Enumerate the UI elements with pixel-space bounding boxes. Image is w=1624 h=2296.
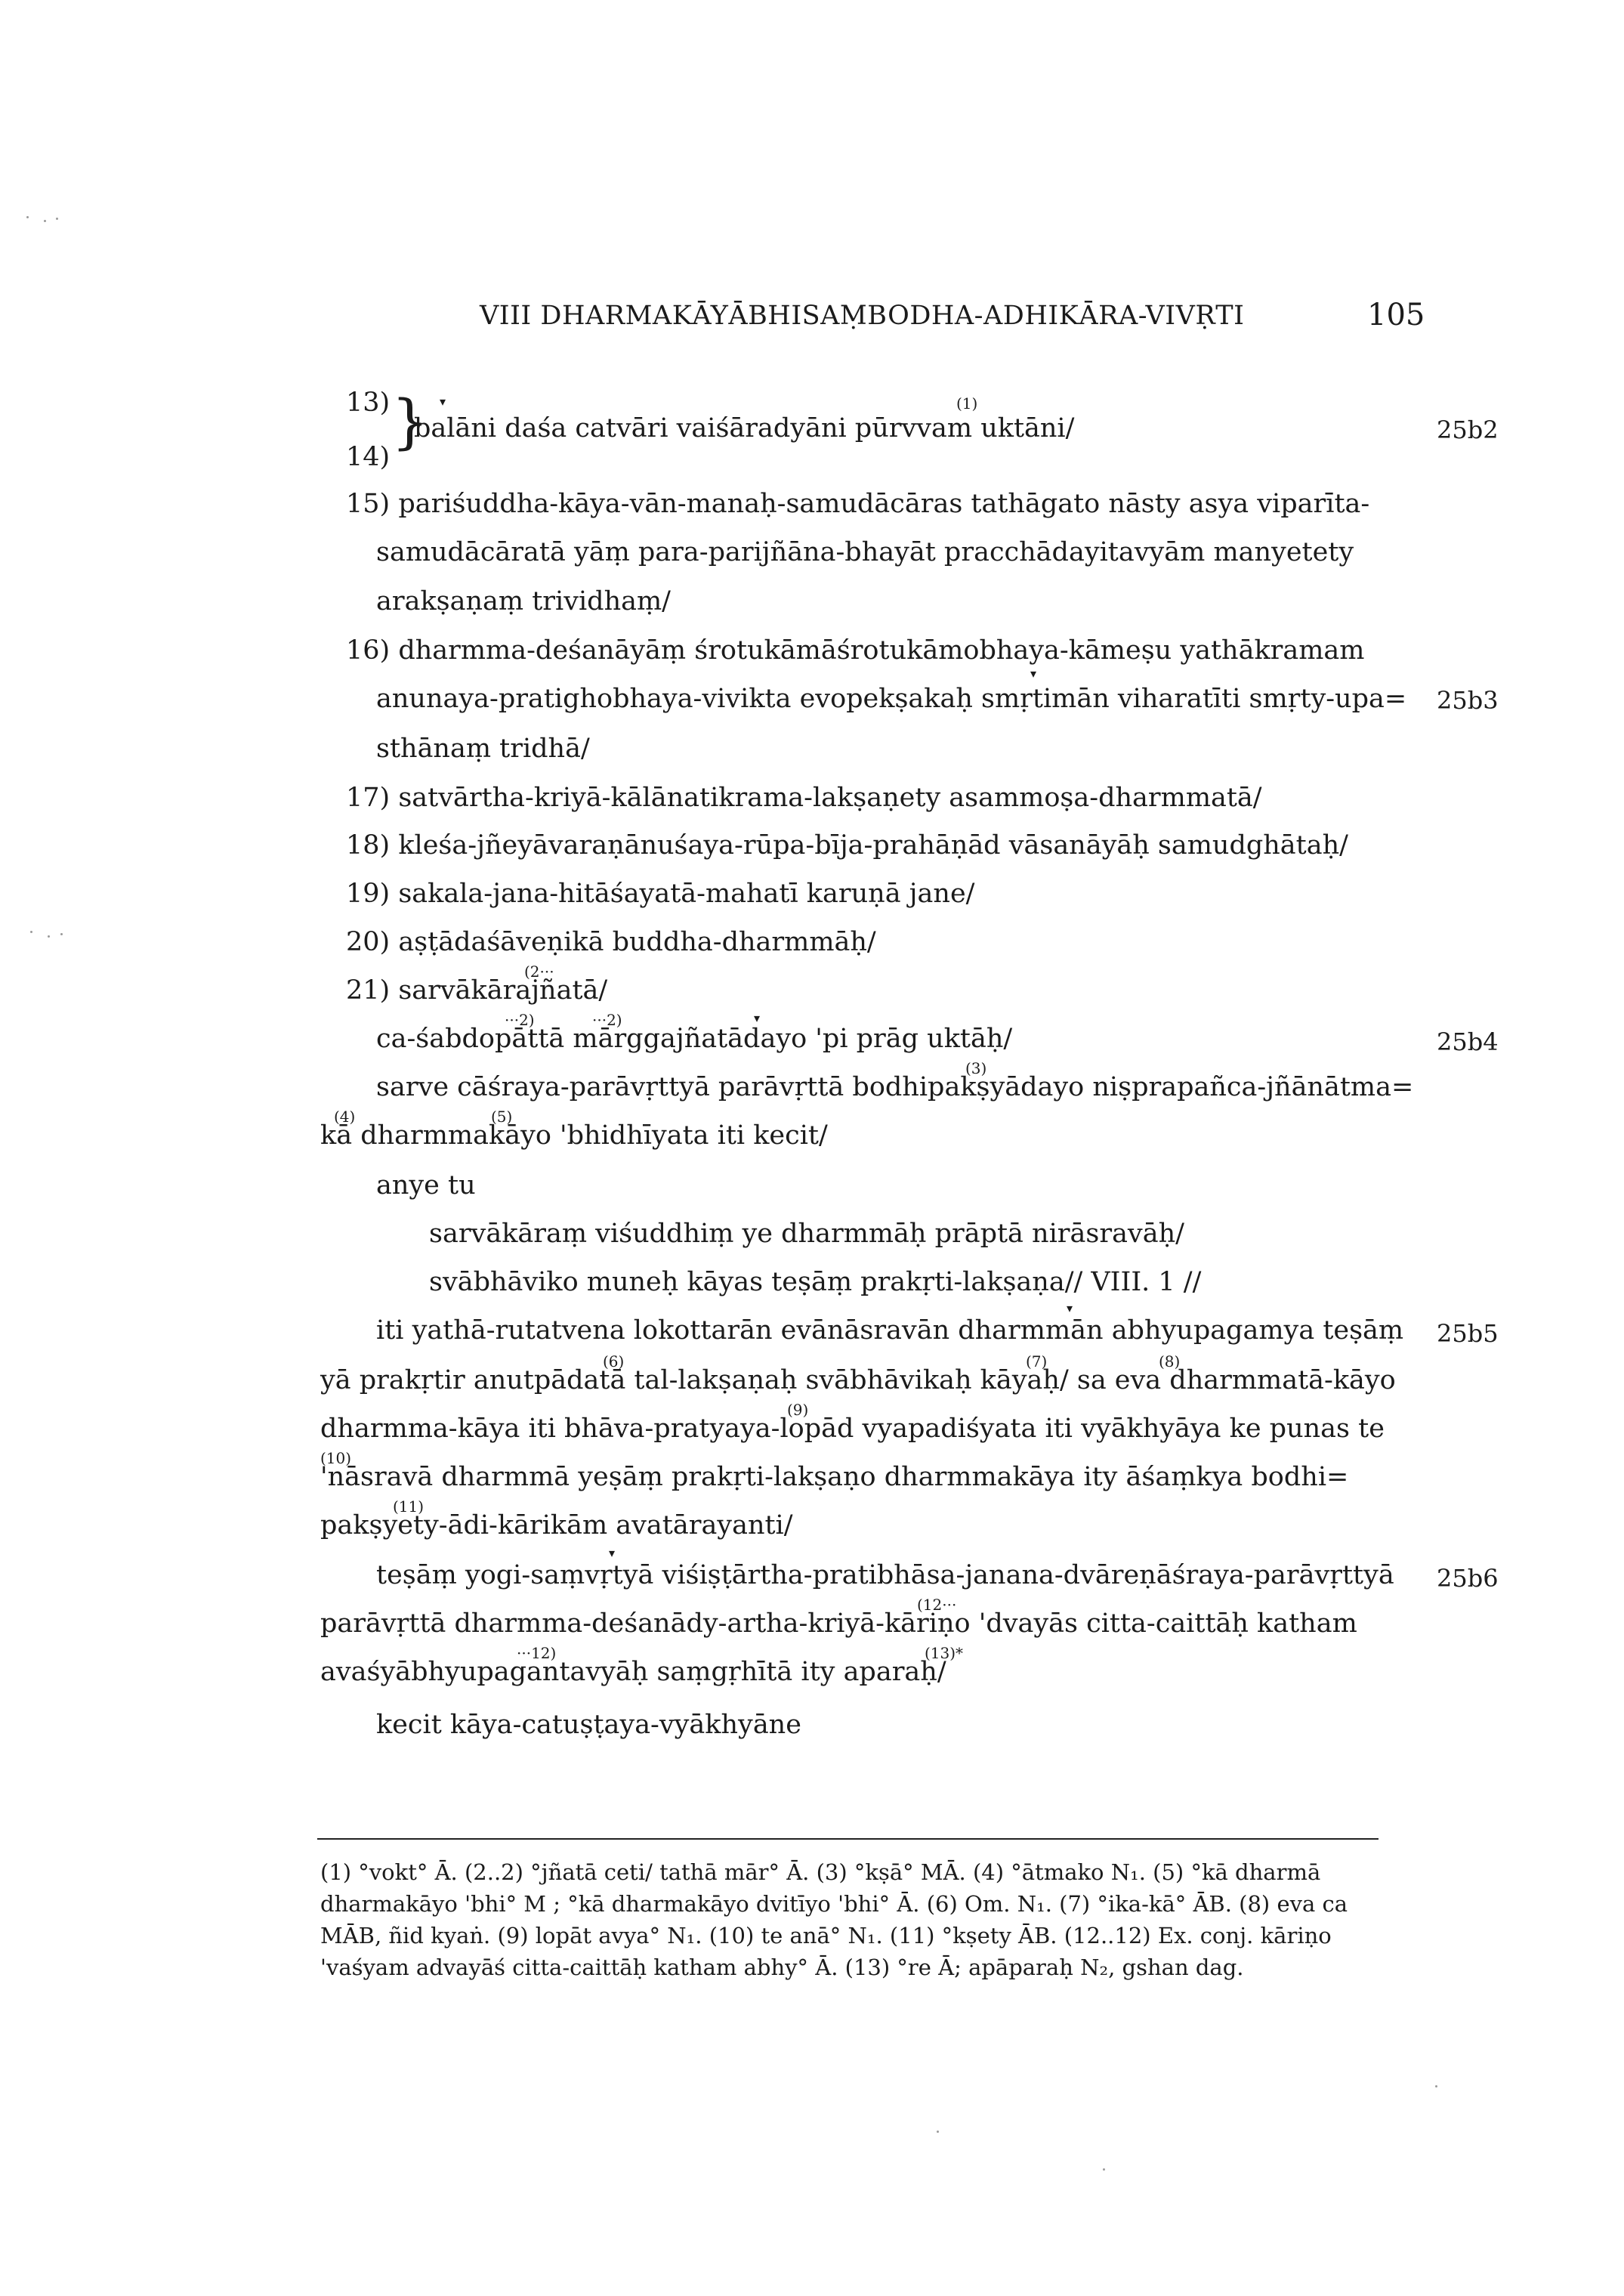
text-line: 'nāsravā dharmmā yeṣāṃ prakṛti-lakṣaṇo dharmmakāya ity āśaṃkya bodhi= (320, 1462, 1349, 1492)
note-marker: (4) (334, 1108, 356, 1126)
note-marker: (1) (956, 394, 978, 413)
text-line: avaśyābhyupagantavyāḥ saṃgṛhītā ity aparaḥ/ (320, 1657, 946, 1687)
text-line: iti yathā-rutatvena lokottarān evānāsravān dharmmān abhyupagamya teṣāṃ (376, 1315, 1404, 1346)
note-marker: (8) (1159, 1352, 1181, 1370)
text-line: teṣāṃ yogi-saṃvṛtyā viśiṣṭārtha-pratibhāsa-janana-dvāreṇāśraya-parāvṛttyā (376, 1560, 1394, 1590)
page-number: 105 (1367, 298, 1425, 332)
note-marker: (5) (491, 1108, 513, 1126)
footnote-line: 'vaśyam advayāś citta-caittāḥ katham abhy° Ā. (13) °re Ā; apāparaḥ N₂, gshan dag. (320, 1955, 1244, 1980)
scan-speck (1103, 2168, 1105, 2171)
footnote-line: MĀB, ñid kyaṅ. (9) lopāt avya° N₁. (10) te anā° N₁. (11) °kṣety ĀB. (12..12) Ex. conj. kāriṇo (320, 1923, 1332, 1948)
text-line: ca-śabdopāttā mārggajñatādayo 'pi prāg uktāḥ/ (376, 1024, 1013, 1054)
note-marker: (7) (1026, 1352, 1048, 1370)
text-line: balāni daśa catvāri vaiśāradyāni pūrvvam uktāni/ (414, 413, 1075, 443)
text-line: 16) dharmma-deśanāyāṃ śrotukāmāśrotukāmobhaya-kāmeṣu yathākramam (346, 635, 1365, 666)
tick-mark: ▾ (1067, 1301, 1073, 1315)
scan-speck (56, 218, 58, 220)
scan-speck (30, 931, 32, 933)
margin-ref: 25b3 (1437, 686, 1499, 715)
text-line: arakṣaṇaṃ trividhaṃ/ (376, 586, 671, 616)
text-line: sthānaṃ tridhā/ (376, 734, 590, 764)
footnote-line: dharmakāyo 'bhi° M ; °kā dharmakāyo dvitīyo 'bhi° Ā. (6) Om. N₁. (7) °ika-kā° ĀB. (8) eva ca (320, 1891, 1348, 1917)
verse-line: svābhāviko muneḥ kāyas teṣāṃ prakṛti-lakṣaṇa// VIII. 1 // (429, 1267, 1202, 1297)
margin-ref: 25b5 (1437, 1319, 1499, 1348)
text-line: 18) kleśa-jñeyāvaraṇānuśaya-rūpa-bīja-prahāṇād vāsanāyāḥ samudghātaḥ/ (346, 830, 1348, 861)
text-line: anunaya-pratighobhaya-vivikta evopekṣakaḥ smṛtimān viharatīti smṛty-upa= (376, 684, 1407, 714)
margin-ref: 25b2 (1437, 416, 1499, 444)
scan-speck (44, 220, 46, 222)
text-line: samudācāratā yāṃ para-parijñāna-bhayāt pracchādayitavyām manyetety (376, 537, 1354, 567)
tick-mark: ▾ (440, 394, 446, 409)
note-marker: ···2) (505, 1011, 535, 1029)
scan-speck (48, 935, 50, 938)
note-marker: (11) (393, 1497, 425, 1516)
verse-line: sarvākāraṃ viśuddhiṃ ye dharmmāḥ prāptā nirāsravāḥ/ (429, 1219, 1184, 1249)
text-line: dharmma-kāya iti bhāva-pratyaya-lopād vyapadiśyata iti vyākhyāya ke punas te (320, 1414, 1385, 1444)
line-number: 14) (346, 442, 391, 472)
tick-mark: ▾ (754, 1011, 761, 1025)
text-line: kā dharmmakāyo 'bhidhīyata iti kecit/ (320, 1120, 828, 1151)
note-marker: ···12) (517, 1644, 557, 1662)
note-marker: (6) (603, 1352, 625, 1370)
text-line: 19) sakala-jana-hitāśayatā-mahatī karuṇā jane/ (346, 879, 975, 909)
text-line: 15) pariśuddha-kāya-vān-manaḥ-samudācāras tathāgato nāsty asya viparīta- (346, 489, 1370, 519)
note-marker: (13)* (925, 1644, 964, 1662)
note-marker: (10) (320, 1449, 352, 1467)
note-marker: (2··· (524, 963, 554, 981)
text-line: 20) aṣṭādaśāveṇikā buddha-dharmmāḥ/ (346, 927, 876, 957)
text-line: 21) sarvākārajñatā/ (346, 975, 608, 1006)
text-line: kecit kāya-catuṣṭaya-vyākhyāne (376, 1710, 801, 1740)
text-line: parāvṛttā dharmma-deśanādy-artha-kriyā-kāriṇo 'dvayās citta-caittāḥ katham (320, 1608, 1357, 1639)
text-line: yā prakṛtir anutpādatā tal-lakṣaṇaḥ svābhāvikaḥ kāyaḥ/ sa eva dharmmatā-kāyo (320, 1365, 1396, 1395)
scan-speck (26, 216, 29, 218)
text-line: pakṣyety-ādi-kārikām avatārayanti/ (320, 1510, 793, 1540)
scan-speck (1435, 2085, 1437, 2087)
running-header: VIII DHARMAKĀYĀBHISAṂBODHA-ADHIKĀRA-VIVṚTI (480, 301, 1245, 331)
note-marker: ···2) (592, 1011, 622, 1029)
note-marker: (3) (965, 1059, 987, 1077)
footnote-line: (1) °vokt° Ā. (2..2) °jñatā ceti/ tathā mār° Ā. (3) °kṣā° MĀ. (4) °ātmako N₁. (5) °kā dharmā (320, 1859, 1321, 1885)
margin-ref: 25b4 (1437, 1027, 1499, 1056)
footnote-rule (317, 1838, 1379, 1840)
scan-speck (937, 2131, 939, 2133)
tick-mark: ▾ (1030, 666, 1037, 681)
scan-speck (60, 933, 63, 935)
margin-ref: 25b6 (1437, 1564, 1499, 1593)
text-line: sarve cāśraya-parāvṛttyā parāvṛttā bodhipakṣyādayo niṣprapañca-jñānātma= (376, 1072, 1414, 1102)
tick-mark: ▾ (609, 1546, 616, 1560)
note-marker: (9) (787, 1401, 809, 1419)
note-marker: (12··· (917, 1596, 957, 1614)
text-line: anye tu (376, 1170, 476, 1201)
line-number: 13) (346, 388, 391, 418)
curly-brace: } (391, 388, 429, 456)
text-line: 17) satvārtha-kriyā-kālānatikrama-lakṣaṇety asammoṣa-dharmmatā/ (346, 783, 1262, 813)
